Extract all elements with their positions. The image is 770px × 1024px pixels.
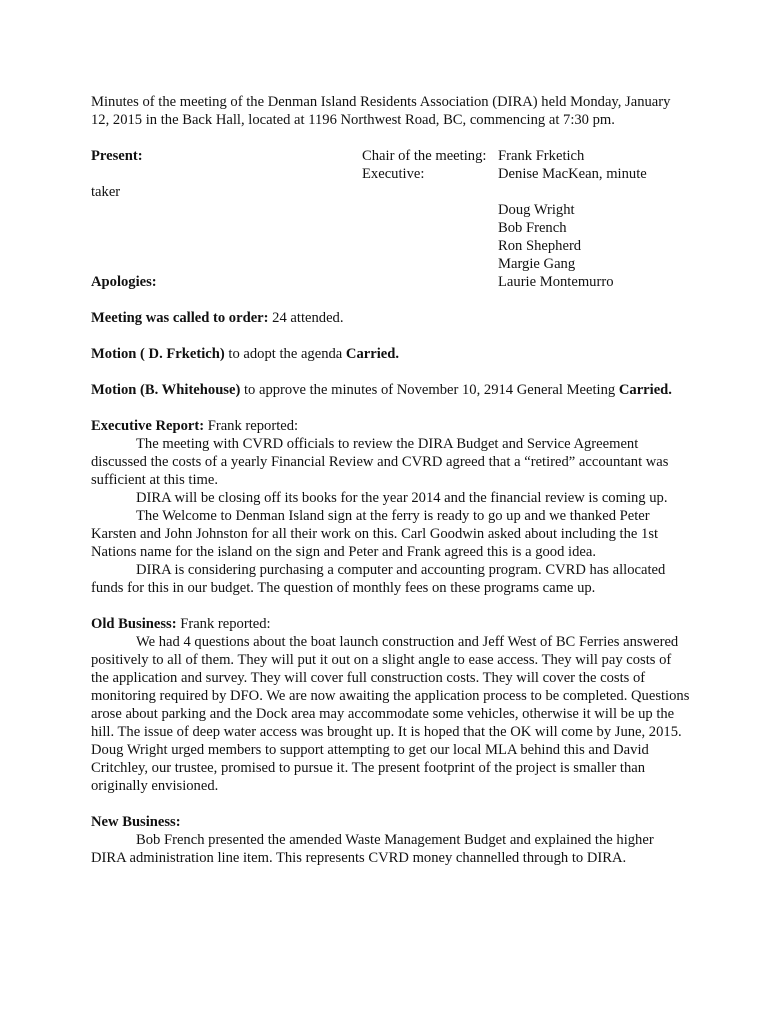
apologies-label: Apologies:: [91, 274, 157, 290]
attendance-block: [91, 147, 691, 291]
chair-role: Chair of the meeting:: [362, 148, 487, 164]
executive-report-heading: [91, 417, 691, 435]
motion-agenda-result: Carried.: [345, 346, 400, 362]
old-business-paragraph: We had 4 questions about the boat launch construction and Jeff West of BC Ferries answered positively to all of them. They will put it out on a slight angle to ease access. They will pay costs of the application and survey. They will cover full construction costs. They will cover the costs of monitoring required by DFO. We are now awaiting the application process to be completed. Questions arose about parking and the Dock area may accommodate some vehicles, otherwise it will be up the hill. The issue of deep water access was brought up. It is hoped that the OK will come by June, 2015. Doug Wright urged members to support attempting to get our local MLA behind this and David Critchley, our trustee, promised to pursue it. The present footprint of the project is smaller than originally envisioned.: [91, 634, 690, 794]
new-business-label: New Business:: [91, 814, 181, 830]
minutes-document: [91, 93, 691, 867]
member-name: Ron Shepherd: [498, 238, 582, 254]
motion-minutes-label: Motion (B. Whitehouse): [91, 382, 241, 398]
call-to-order: [91, 309, 691, 327]
member-name: Margie Gang: [498, 256, 576, 272]
intro-paragraph: Minutes of the meeting of the Denman Island Residents Association (DIRA) held Monday, January 12, 2015 in the Back Hall, located at 1196 Northwest Road, BC, commencing at 7:30 pm.: [91, 94, 671, 128]
old-business-heading: [91, 615, 691, 633]
executive-report-lead: Frank reported:: [204, 418, 299, 434]
executive-report-paragraph: DIRA will be closing off its books for the year 2014 and the financial review is coming up.: [136, 490, 668, 506]
old-business-lead: Frank reported:: [176, 616, 271, 632]
motion-agenda-label: Motion ( D. Frketich): [91, 346, 225, 362]
old-business-label: Old Business:: [91, 616, 177, 632]
executive-role: Executive:: [362, 166, 425, 182]
call-to-order-text: 24 attended.: [268, 310, 344, 326]
motion-minutes-result: Carried.: [618, 382, 672, 398]
new-business-paragraph: Bob French presented the amended Waste Management Budget and explained the higher DIRA administration line item. This represents CVRD money channelled through to DIRA.: [91, 832, 654, 866]
motion-agenda-text: to adopt the agenda: [224, 346, 346, 362]
call-to-order-label: Meeting was called to order:: [91, 310, 269, 326]
motion-minutes: [91, 381, 691, 399]
chair-name: Frank Frketich: [498, 148, 585, 164]
member-name: Doug Wright: [498, 202, 575, 218]
member-name: Bob French: [498, 220, 567, 236]
new-business-heading: [91, 813, 691, 831]
executive-report-paragraph: The meeting with CVRD officials to review the DIRA Budget and Service Agreement discussed the costs of a yearly Financial Review and CVRD agreed that a “retired” accountant was sufficient at this time.: [91, 436, 669, 488]
executive-report-paragraph: The Welcome to Denman Island sign at the ferry is ready to go up and we thanked Peter Karsten and John Johnston for all their work on this. Carl Goodwin asked about including the 1st Nations name for the island on the sign and Peter and Frank agreed this is a good idea.: [91, 508, 659, 560]
apologies-name: Laurie Montemurro: [498, 274, 614, 290]
present-label: Present:: [91, 148, 143, 164]
executive-report-label: Executive Report:: [91, 418, 205, 434]
motion-agenda: [91, 345, 691, 363]
motion-minutes-text: to approve the minutes of November 10, 2914 General Meeting: [240, 382, 619, 398]
executive-report-paragraph: DIRA is considering purchasing a computer and accounting program. CVRD has allocated funds for this in our budget. The question of monthly fees on these programs came up.: [91, 562, 666, 596]
executive-wrap: taker: [91, 184, 121, 200]
executive-name: Denise MacKean, minute: [498, 166, 647, 182]
